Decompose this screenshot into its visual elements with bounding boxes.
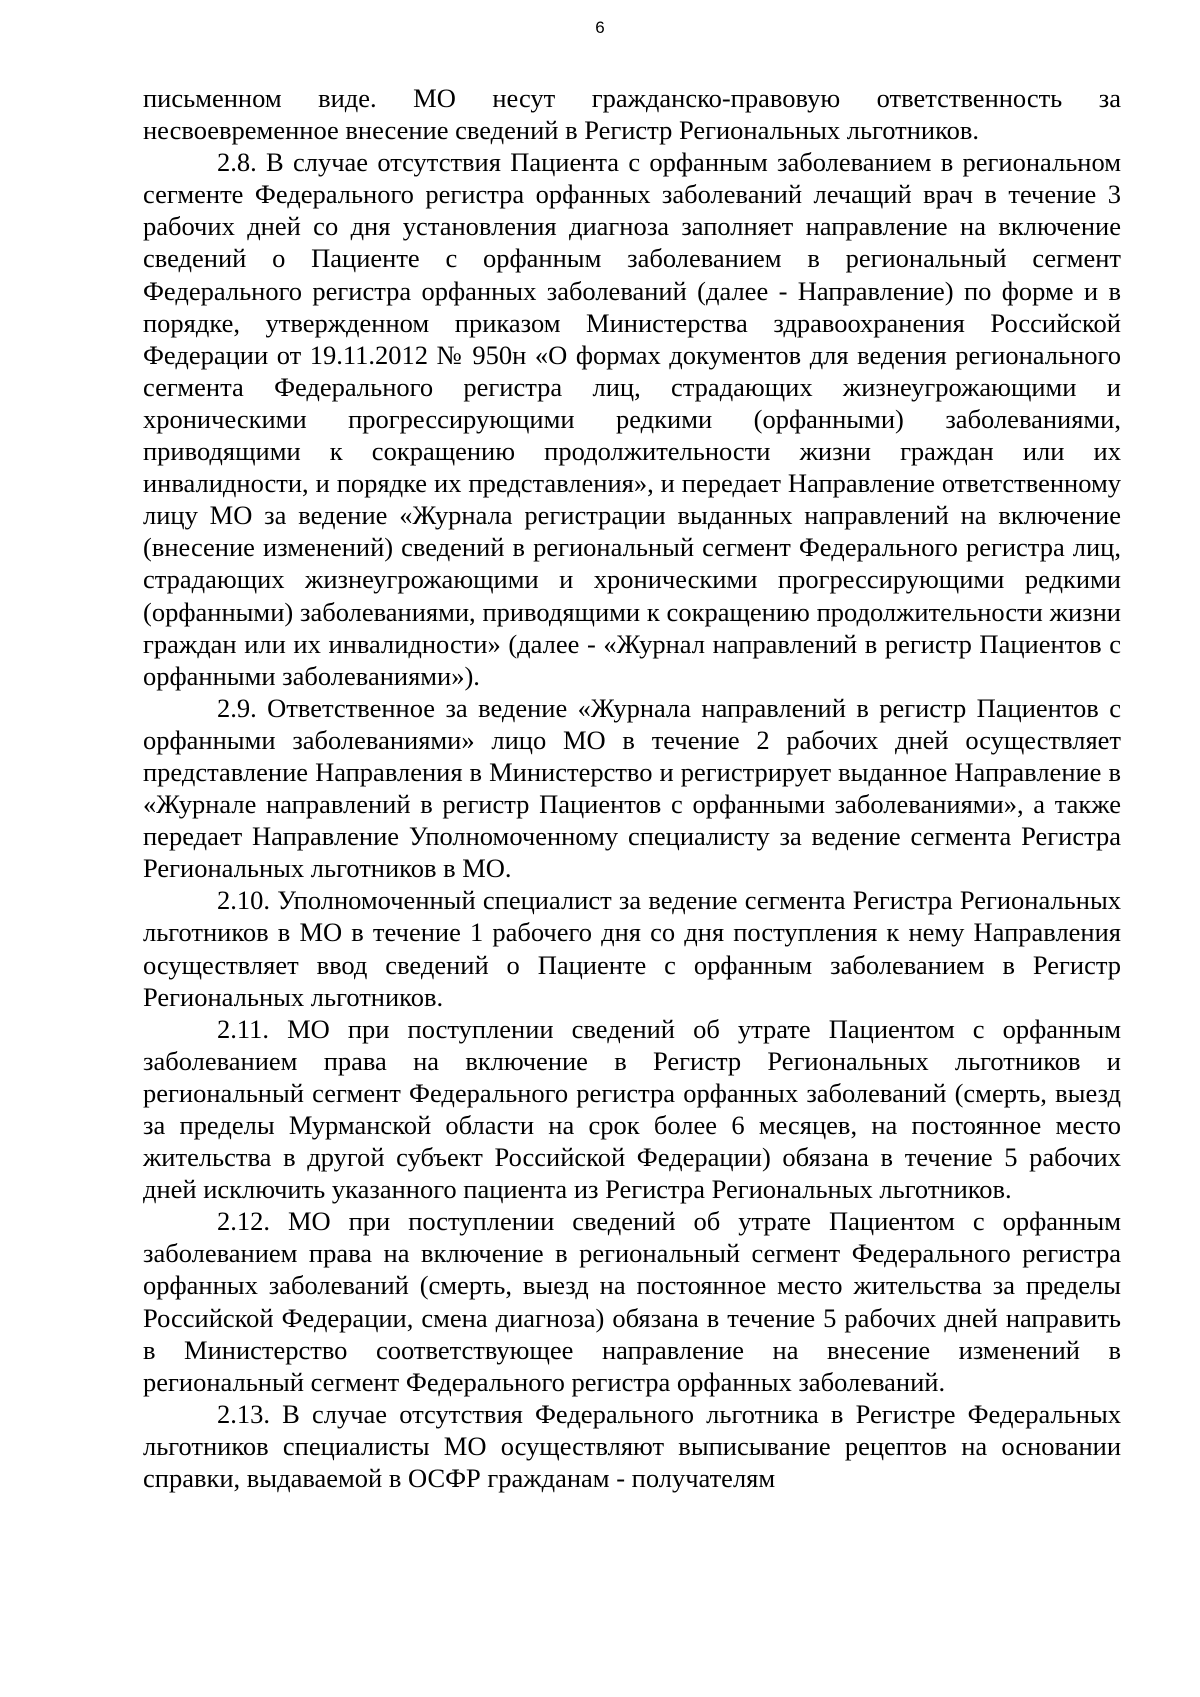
paragraph-2-9: 2.9. Ответственное за ведение «Журнала направлений в регистр Пациентов с орфанными заболеваниями» лицо МО в течение 2 рабочих дней осуществляет представление Направления в Министерство и регистрирует выданное Направление в «Журнале направлений в регистр Пациентов с орфанными заболеваниями», а также передает Направление Уполномоченному специалисту за ведение сегмента Регистра Региональных льготников в МО. xyxy=(143,692,1121,884)
page-number: 6 xyxy=(595,18,605,37)
paragraph-2-13: 2.13. В случае отсутствия Федерального льготника в Регистре Федеральных льготников специалисты МО осуществляют выписывание рецептов на основании справки, выдаваемой в ОСФР гражданам - получателям xyxy=(143,1398,1121,1494)
paragraph-2-8: 2.8. В случае отсутствия Пациента с орфанным заболеванием в региональном сегменте Федерального регистра орфанных заболеваний лечащий врач в течение 3 рабочих дней со дня установления диагноза заполняет направление на включение сведений о Пациенте с орфанным заболеванием в региональный сегмент Федерального регистра орфанных заболеваний (далее - Направление) по форме и в порядке, утвержденном приказом Министерства здравоохранения Российской Федерации от 19.11.2012 № 950н «О формах документов для ведения регионального сегмента Федерального регистра лиц, страдающих жизнеугрожающими и хроническими прогрессирующими редкими (орфанными) заболеваниями, приводящими к сокращению продолжительности жизни граждан или их инвалидности, и порядке их представления», и передает Направление ответственному лицу МО за ведение «Журнала регистрации выданных направлений на включение (внесение изменений) сведений в региональный сегмент Федерального регистра лиц, страдающих жизнеугрожающими и хроническими прогрессирующими редкими (орфанными) заболеваниями, приводящими к сокращению продолжительности жизни граждан или их инвалидности» (далее - «Журнал направлений в регистр Пациентов с орфанными заболеваниями»). xyxy=(143,147,1121,691)
paragraph-continuation: письменном виде. МО несут гражданско-правовую ответственность за несвоевременное внесение сведений в Регистр Региональных льготников. xyxy=(143,83,1121,146)
paragraph-2-12: 2.12. МО при поступлении сведений об утрате Пациентом с орфанным заболеванием права на включение в региональный сегмент Федерального регистра орфанных заболеваний (смерть, выезд на постоянное место жительства за пределы Российской Федерации, смена диагноза) обязана в течение 5 рабочих дней направить в Министерство соответствующее направление на внесение изменений в региональный сегмент Федерального регистра орфанных заболеваний. xyxy=(143,1206,1121,1397)
paragraph-2-10: 2.10. Уполномоченный специалист за ведение сегмента Регистра Региональных льготников в МО в течение 1 рабочего дня со дня поступления к нему Направления осуществляет ввод сведений о Пациенте с орфанным заболеванием в Регистр Региональных льготников. xyxy=(143,885,1121,1012)
paragraph-2-11: 2.11. МО при поступлении сведений об утрате Пациентом с орфанным заболеванием права на включение в Регистр Региональных льготников и региональный сегмент Федерального регистра орфанных заболеваний (смерть, выезд за пределы Мурманской области на срок более 6 месяцев, на постоянное место жительства в другой субъект Российской Федерации) обязана в течение 5 рабочих дней исключить указанного пациента из Регистра Региональных льготников. xyxy=(143,1013,1121,1205)
document-body xyxy=(143,82,1121,1494)
